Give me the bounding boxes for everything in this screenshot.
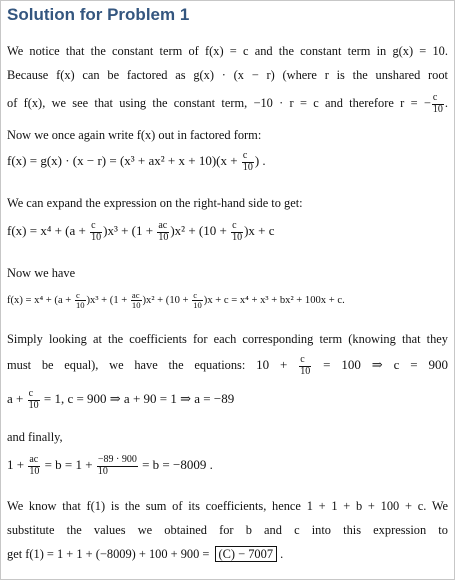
paragraph-3: We can expand the expression on the right-hand side to get: <box>7 196 303 210</box>
formula-6 <box>7 455 448 477</box>
formula-2 <box>7 221 448 243</box>
formula-1 <box>7 151 448 173</box>
fraction <box>242 151 254 173</box>
equation-part: )x³ + (1 + <box>86 295 128 306</box>
paragraph-7-line-1 <box>7 498 448 514</box>
text: We know that <box>7 499 81 513</box>
equation-part: = 100 ⇒ c = 900 <box>323 356 449 372</box>
text: get <box>7 547 23 561</box>
fraction <box>97 455 138 477</box>
fraction-numerator: c <box>192 291 203 301</box>
formula-5 <box>7 389 448 411</box>
equation-part: f(x) = x⁴ + (a + <box>7 295 72 306</box>
fraction-numerator: c <box>28 389 40 401</box>
text: (where <box>282 68 317 82</box>
fraction <box>28 455 40 477</box>
equation-part: )x² + (10 + <box>142 295 189 306</box>
equation <box>7 454 213 477</box>
fraction-denominator: 10 <box>75 300 85 311</box>
equation: r <box>324 68 329 82</box>
equation: −10 · r = c <box>253 95 319 110</box>
fraction-numerator: c <box>242 151 254 163</box>
text: We <box>431 499 449 513</box>
equation: c <box>294 523 300 537</box>
equation-part: f(x) = g(x) · (x − r) = (x³ + ax² + x + 10)(x + <box>7 152 238 168</box>
fraction-denominator: 10 <box>91 231 102 243</box>
equation: f(1) <box>86 499 106 513</box>
equation: f(x) = c <box>205 44 249 58</box>
fraction <box>299 355 311 377</box>
fraction-numerator: ac <box>28 455 40 467</box>
answer-box: (C) − 7007 <box>215 546 277 562</box>
equation-part: 10 + <box>256 356 288 372</box>
equation: f(x) <box>23 95 43 110</box>
equation-part: 1 + <box>7 456 25 472</box>
text: is the unshared root <box>336 68 449 82</box>
equation <box>7 150 266 173</box>
paragraph-1-line-1 <box>7 43 448 59</box>
paragraph-1-line-3 <box>7 93 448 115</box>
equation <box>7 290 345 311</box>
text: We notice that the constant term of <box>7 44 199 58</box>
fraction-numerator: c <box>75 291 86 301</box>
paragraph-5-line-2 <box>7 355 448 377</box>
paragraph-2: Now we once again write f(x) out in factored form: <box>7 128 262 142</box>
equation-part: a + <box>7 390 24 406</box>
text: into this expression to <box>311 523 448 537</box>
fraction-numerator: c <box>432 93 444 105</box>
text: of <box>7 95 18 110</box>
text: must be equal), we have the equations: <box>7 357 246 372</box>
fraction-denominator: 10 <box>242 161 253 173</box>
equation-part: = b = −8009 . <box>142 456 213 472</box>
equation: g(x) = 10. <box>392 44 448 58</box>
fraction <box>75 291 86 310</box>
fraction-denominator: 10 <box>300 365 311 377</box>
equation <box>7 388 235 411</box>
formula-3 <box>7 291 448 310</box>
text: substitute the values we obtained for <box>7 523 234 537</box>
equation: f(x) <box>56 68 75 82</box>
fraction-numerator: c <box>299 355 311 367</box>
equation: . <box>280 547 284 561</box>
equation: b <box>245 523 252 537</box>
page-title: Solution for Problem 1 <box>7 5 190 24</box>
paragraph-7-line-3 <box>7 546 448 562</box>
fraction-numerator: −89 · 900 <box>97 454 137 465</box>
text: and the constant term in <box>254 44 387 58</box>
equation: g(x) · (x − r) <box>193 68 275 82</box>
equation-part: )x + c = x⁴ + x³ + bx² + 100x + c. <box>203 295 345 306</box>
fraction-denominator: 10 <box>28 399 39 411</box>
fraction-numerator: ac <box>131 290 140 301</box>
equation: 1 + 1 + b + 100 + c. <box>306 499 427 513</box>
fraction <box>432 93 444 115</box>
equation-part: )x + c <box>244 222 275 238</box>
equation-part: . <box>444 95 448 110</box>
equation-part: = 1, c = 900 ⇒ a + 90 = 1 ⇒ a = −89 <box>43 390 235 406</box>
text: Because <box>7 68 49 82</box>
fraction <box>131 291 142 310</box>
equation-part: )x³ + (1 + <box>103 222 154 238</box>
equation: f(1) = 1 + 1 + (−8009) + 100 + 900 = <box>25 547 210 561</box>
paragraph-5-line-1: Simply looking at the coefficients for each corresponding term (knowing that they <box>7 332 448 346</box>
equation-part: )x² + (10 + <box>170 222 227 238</box>
text: , we see that using the constant term, <box>42 95 248 110</box>
equation-part: r = − <box>400 95 431 110</box>
fraction <box>192 291 203 310</box>
equation-part: ) . <box>254 152 266 168</box>
fraction <box>90 221 102 243</box>
equation <box>400 92 448 115</box>
fraction-denominator: 10 <box>29 465 40 477</box>
text: and therefore <box>325 95 394 110</box>
paragraph-1-line-2 <box>7 67 448 83</box>
text: is the sum of its coefficients, hence <box>110 499 301 513</box>
equation-part: = b = 1 + <box>44 456 93 472</box>
fraction-denominator: 10 <box>232 231 243 243</box>
fraction-denominator: 10 <box>97 465 108 477</box>
fraction <box>28 389 40 411</box>
fraction-numerator: ac <box>157 221 169 233</box>
paragraph-7-line-2 <box>7 522 448 538</box>
fraction-denominator: 10 <box>131 300 141 311</box>
text: and <box>264 523 282 537</box>
fraction-numerator: c <box>90 221 102 233</box>
paragraph-4: Now we have <box>7 266 76 280</box>
fraction <box>231 221 243 243</box>
equation <box>7 220 275 243</box>
fraction-denominator: 10 <box>158 231 169 243</box>
fraction-numerator: c <box>231 221 243 233</box>
fraction <box>157 221 169 243</box>
text: can be factored as <box>82 68 186 82</box>
paragraph-6: and finally, <box>7 430 63 444</box>
equation-part: f(x) = x⁴ + (a + <box>7 222 86 238</box>
fraction-denominator: 10 <box>432 103 443 115</box>
fraction-denominator: 10 <box>193 300 202 311</box>
equation <box>256 354 449 377</box>
